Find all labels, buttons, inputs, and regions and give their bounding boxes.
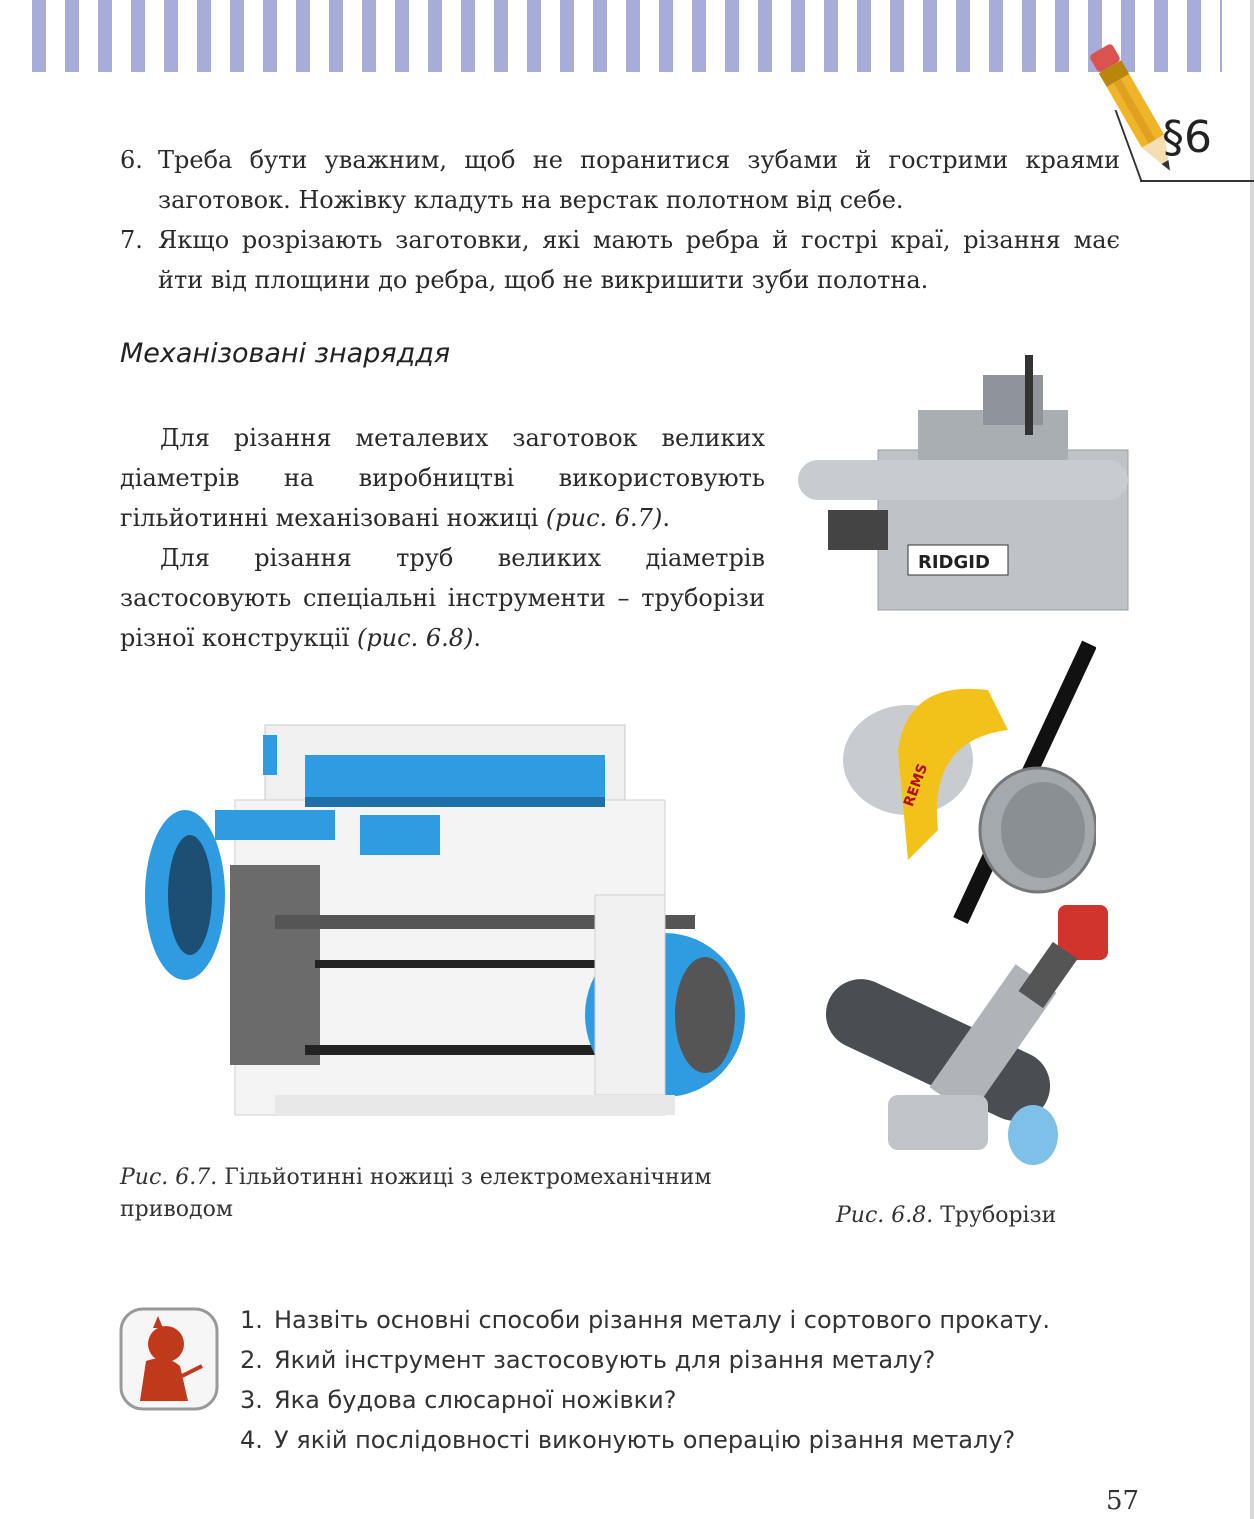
paragraph-end: . [473,624,482,652]
list-item [240,1340,1140,1380]
question-number: 1. [240,1306,263,1334]
question-text: Яка будова слюсарної ножівки? [274,1386,677,1414]
list-item [240,1380,1140,1420]
caption-text: Гільйотинні ножиці з електромеханічним приводом [120,1165,712,1222]
list-number: 6. [120,146,143,174]
list-item [240,1420,1140,1460]
list-item [120,220,1120,300]
question-text: Назвіть основні способи різання металу і сортового прокату. [274,1306,1050,1334]
paragraph-end: . [662,504,670,532]
list-text: Якщо розрізають заготовки, які мають ребра й гострі краї, різання має йти від площини до ребра, щоб не викришити зуби полотна. [158,226,1120,294]
caption-label: Рис. 6.8. [836,1203,934,1228]
question-number: 3. [240,1386,263,1414]
figure-ref: (рис. 6.8) [356,624,474,652]
question-text: У якій послідовності виконують операцію різання металу? [274,1426,1016,1454]
review-questions [240,1300,1140,1460]
section-heading: Механізовані знаряддя [120,338,451,369]
guillotine-shears-image [145,715,760,1135]
question-number: 4. [240,1426,263,1454]
cutter-brand-label: REMS [900,761,932,809]
question-number: 2. [240,1346,263,1374]
machine-brand-label: RIDGID [918,552,990,573]
caption-label: Рис. 6.7. [120,1165,218,1190]
paragraph-1 [120,418,765,538]
question-text: Який інструмент застосовують для різання металу? [274,1346,936,1374]
yellow-pipe-cutter-image [838,630,1096,935]
paragraph-text: Для різання металевих заготовок великих діаметрів на виробництві використовують гільйотинні механізовані ножиці [120,424,765,532]
header-stripes [32,0,1222,72]
list-number: 7. [120,226,143,254]
section-label: §6 [1162,112,1212,163]
paragraph-2 [120,538,765,658]
page-number: 57 [1106,1486,1140,1516]
paragraph-text: Для різання труб великих діаметрів застосовують спеціальні інструменти – труборізи різної конструкції [120,544,765,652]
safety-list [120,140,1120,300]
pipe-cutting-machine-image [798,350,1143,625]
grey-pipe-cutter-image [818,905,1118,1170]
list-text: Треба бути уважним, щоб не поранитися зубами й гострими краями заготовок. Ножівку кладуть на верстак полотном від себе. [158,146,1120,214]
caption-text: Труборізи [933,1203,1057,1228]
caption-fig-6-8 [836,1200,1056,1232]
figure-ref: (рис. 6.7) [545,504,663,532]
list-item [240,1300,1140,1340]
page-edge [1250,0,1254,1519]
caption-fig-6-7 [120,1162,760,1226]
question-thinker-icon [118,1306,220,1412]
list-item [120,140,1120,220]
